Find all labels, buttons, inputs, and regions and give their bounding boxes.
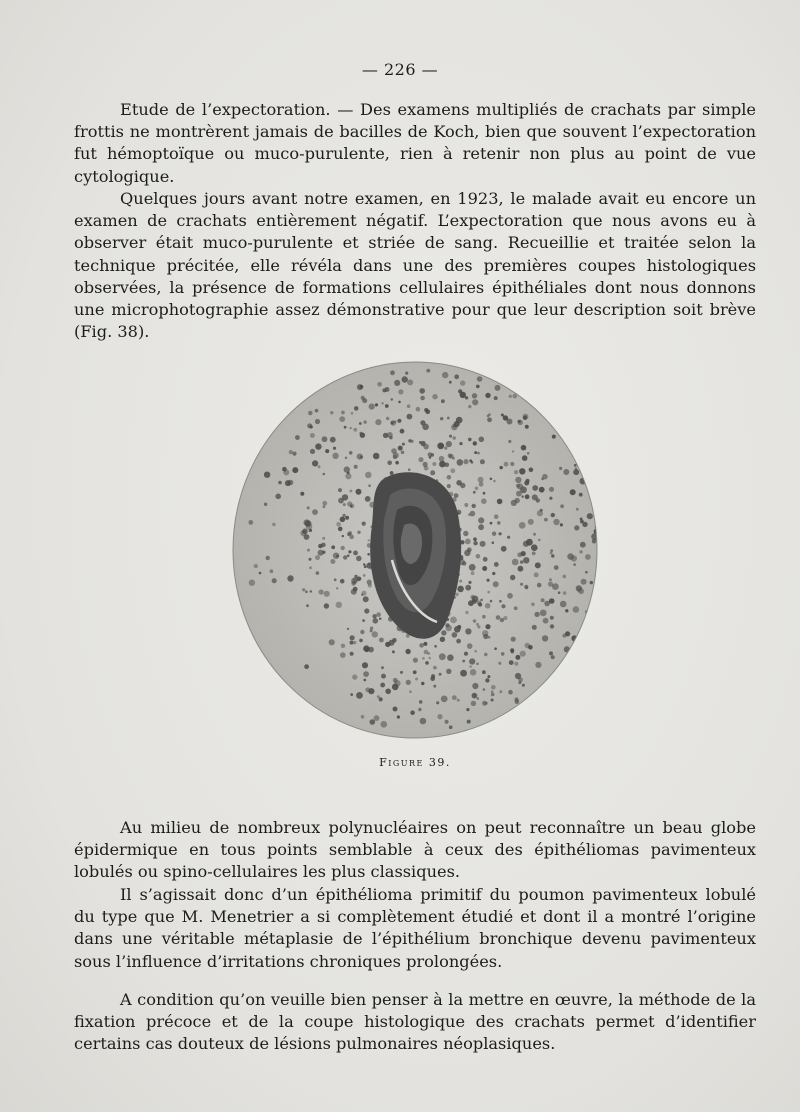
paragraph-exam-1923 — [74, 188, 756, 343]
microphotograph-image — [232, 360, 598, 740]
paragraph-text: Quelques jours avant notre examen, en 1923, le malade avait eu encore un examen de crachats entièrement négatif. L’expectoration que nous avons eu à observer était muco-purulente et striée de sang. Recueillie et traitée selon la technique précitée, elle révéla dans une des premières coupes histologiques observées, la présence de formations cellulaires épithéliales dont nous donnons une microphotographie assez démonstrative pour que leur description soit brève (Fig. 38). — [74, 189, 756, 342]
microphotograph — [232, 360, 598, 740]
paragraph-method — [74, 989, 756, 1056]
paragraph-polynuclear — [74, 817, 756, 884]
paragraph-expectoration-study — [74, 99, 756, 188]
paragraph-text: Etude de l’expectoration. — Des examens multipliés de crachats par simple frottis ne montrèrent jamais de bacilles de Koch, bien que souvent l’expectoration fut hémoptoïque ou muco-purulente, rien à retenir non plus au point de vue cytologique. — [74, 100, 756, 186]
paragraph-text: Au milieu de nombreux polynucléaires on peut reconnaître un beau globe épidermique en tous points semblable à ceux des épithéliomas pavimenteux lobulés ou spino-cellulaires les plus classiques. — [74, 818, 756, 882]
figure-caption: Figure 39. — [379, 756, 451, 769]
paragraph-epithelioma — [74, 884, 756, 973]
paragraph-text: A condition qu’on veuille bien penser à la mettre en œuvre, la méthode de la fixation précoce et de la coupe histologique des crachats permet d’identifier certains cas douteux de lésions pulmonaires néoplasiques. — [74, 990, 756, 1054]
page-number: — 226 — — [361, 60, 439, 79]
paragraph-text: Il s’agissait donc d’un épithélioma primitif du poumon pavimenteux lobulé du type que M. Menetrier a si complètement étudié et dont il a montré l’origine dans une véritable métaplasie de l’épithélium bronchique devenu pavimenteux sous l’influence d’irritations chroniques prolongées. — [74, 885, 756, 971]
